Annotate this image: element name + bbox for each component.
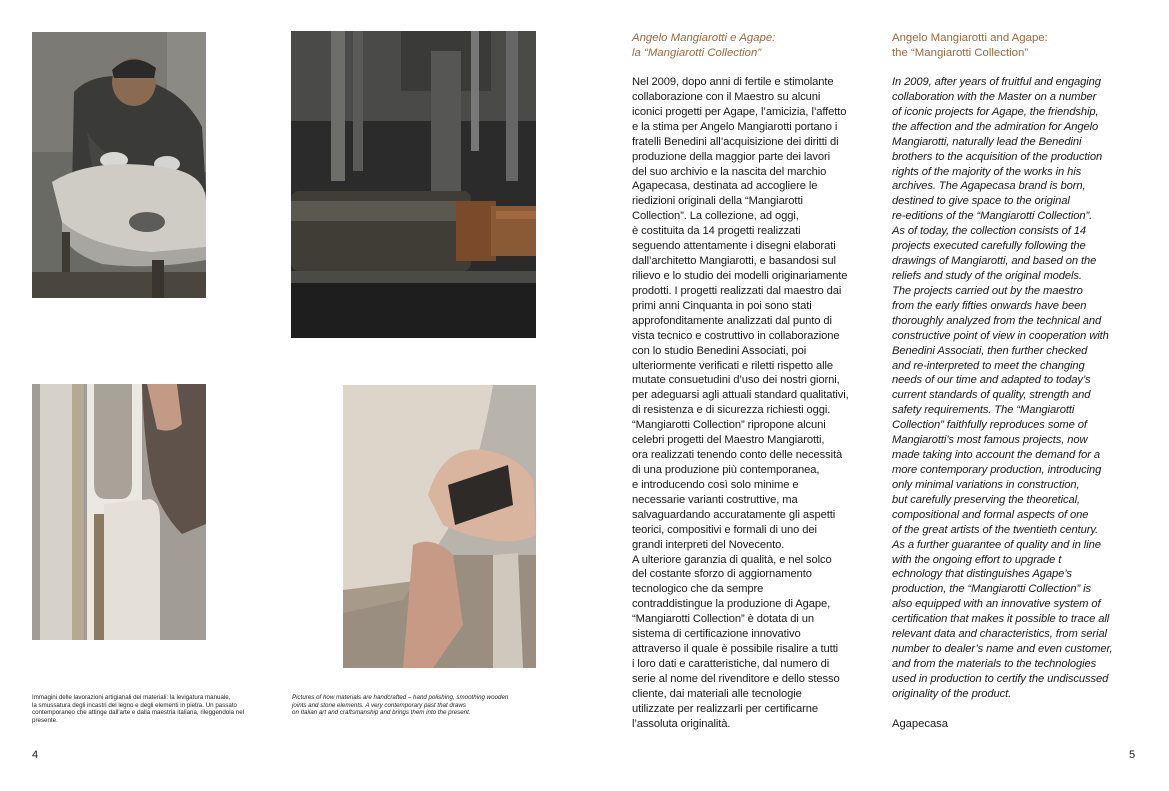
photo-wooden-joint-detail (32, 384, 206, 640)
photo-hand-polishing-wood (343, 385, 536, 668)
page-number-right: 5 (1129, 749, 1136, 761)
signature-agapecasa: Agapecasa (892, 718, 948, 730)
body-italian: Nel 2009, dopo anni di fertile e stimolante collaborazione con il Maestro su alcuni iconici progetti per Agape, l’amicizia, l’affetto e la stima per Angelo Mangiarotti portano i fratelli Benedini all’acquisizione dei diritti di produzione della maggior parte dei lavori del suo archivio e la nascita del marchio Agapecasa, destinata ad accogliere le riedizioni originali della “Mangiarotti Collection”. La collezione, ad oggi, è costituita da 14 progetti realizzati seguendo attentamente i disegni elaborati dall’architetto Mangiarotti, e basandosi sul rilievo e lo studio dei modelli originariamente prodotti. I progetti realizzati dal maestro dai primi anni Cinquanta in poi sono stati approfonditamente analizzati dal punto di vista tecnico e costruttivo in collaborazione con lo studio Benedini Associati, poi ulteriormente verificati e riletti rispetto alle mutate consuetudini d’uso dei nostri giorni, per adeguarsi agli attuali standard qualitativi, di resistenza e di sicurezza richiesti oggi. “Mangiarotti Collection” ripropone alcuni celebri progetti del Maestro Mangiarotti, ora realizzati tenendo conto delle necessità di una produzione più contemporanea, e introducendo così solo minime e necessarie varianti costruttive, ma salvaguardando accuratamente gli aspetti teorici, compositivi e formali di uno dei grandi interpreti del Novecento. A ulteriore garanzia di qualità, e nel solco del costante sforzo di aggiornamento tecnologico che da sempre contraddistingue la produzione di Agape, “Mangiarotti Collection” è dotata di un sistema di certificazione innovativo attraverso il quale è possibile risalire a tutti i loro dati e caratteristiche, dal numero di serie al nome del rivenditore e dello stesso cliente, dai materiali alle tecnologie utilizzate per realizzarli per certificarne l’assoluta originalità. (632, 76, 849, 730)
page-number-left: 4 (32, 749, 39, 761)
photo-craftsman-polishing-stone (32, 32, 206, 298)
photo-machine-tool-closeup (291, 31, 536, 338)
heading-english: Angelo Mangiarotti and Agape: the “Mangiarotti Collection” (892, 32, 1048, 59)
caption-english: Pictures of how materials are handcrafted – hand polishing, smoothing wooden joints and stone elements. A very contemporary past that draws on Italian art and craftsmanship and brings them into the present. (292, 694, 509, 717)
heading-italian: Angelo Mangiarotti e Agape: la “Mangiarotti Collection” (632, 32, 776, 59)
caption-italian: Immagini delle lavorazioni artigianali dei materiali: la levigatura manuale, la smussatura degli incastri del legno e degli elementi in pietra. Un passato contemporaneo che attinge dall'arte e dalla maestria italiana, rileggendola nel presente. (32, 694, 245, 724)
body-english: In 2009, after years of fruitful and engaging collaboration with the Master on a number of iconic projects for Agape, the friendship, the affection and the admiration for Angelo Mangiarotti, naturally lead the Benedini brothers to the acquisition of the production rights of the majority of the works in his archives. The Agapecasa brand is born, destined to give space to the original re-editions of the “Mangiarotti Collection”. As of today, the collection consists of 14 projects executed carefully following the drawings of Mangiarotti, and based on the reliefs and study of the original models. The projects carried out by the maestro from the early fifties onwards have been thoroughly analyzed from the technical and constructive point of view in cooperation with Benedini Associati, then further checked and re-interpreted to meet the changing needs of our time and adapted to today’s current standards of quality, strength and safety requirements. The “Mangiarotti Collection” faithfully reproduces some of Mangiarotti’s most famous projects, now made taking into account the demand for a more contemporary production, introducing only minimal variations in construction, but carefully preserving the theoretical, compositional and formal aspects of one of the great artists of the twentieth century. As a further guarantee of quality and in line with the ongoing effort to upgrade t echnology that distinguishes Agape’s production, the “Mangiarotti Collection” is also equipped with an innovative system of certification that makes it possible to trace all relevant data and characteristics, from serial number to dealer’s name and even customer, and from the materials to the technologies used in production to certify the undiscussed originality of the product. (892, 76, 1113, 700)
